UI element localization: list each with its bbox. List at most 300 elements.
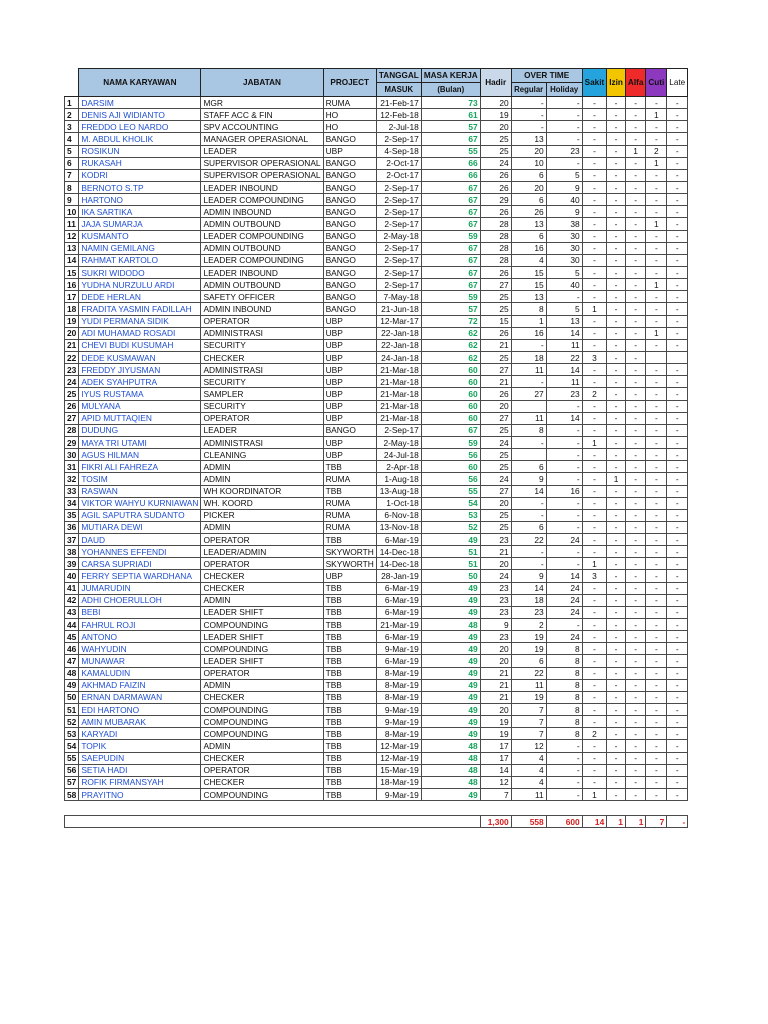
sick-count[interactable]: - <box>582 752 607 764</box>
overtime-holiday[interactable]: 40 <box>546 194 582 206</box>
late-count[interactable]: - <box>667 716 688 728</box>
overtime-regular[interactable]: 4 <box>511 776 546 788</box>
employee-name[interactable]: DARSIM <box>79 97 201 109</box>
row-number[interactable]: 56 <box>65 764 79 776</box>
tenure-months[interactable]: 67 <box>421 424 480 436</box>
project[interactable]: TBB <box>323 752 376 764</box>
project[interactable]: UBP <box>323 400 376 412</box>
overtime-holiday[interactable]: 22 <box>546 351 582 363</box>
permit-count[interactable]: - <box>607 169 626 181</box>
row-number[interactable]: 25 <box>65 388 79 400</box>
project[interactable]: BANGO <box>323 242 376 254</box>
overtime-regular[interactable]: 14 <box>511 485 546 497</box>
join-date[interactable]: 2-Oct-17 <box>376 157 421 169</box>
join-date[interactable]: 2-Apr-18 <box>376 461 421 473</box>
leave-count[interactable]: - <box>646 740 667 752</box>
table-row[interactable] <box>65 740 688 752</box>
row-number[interactable]: 43 <box>65 606 79 618</box>
late-count[interactable]: - <box>667 655 688 667</box>
col-holiday-header[interactable]: Holiday <box>546 83 582 97</box>
position[interactable]: SUPERVISOR OPERASIONAL <box>201 169 323 181</box>
overtime-regular[interactable]: 13 <box>511 291 546 303</box>
join-date[interactable]: 21-Mar-18 <box>376 412 421 424</box>
row-number[interactable]: 11 <box>65 218 79 230</box>
project[interactable]: TBB <box>323 728 376 740</box>
employee-name[interactable]: RUKASAH <box>79 157 201 169</box>
present-days[interactable]: 24 <box>480 473 511 485</box>
sick-count[interactable]: - <box>582 594 607 606</box>
sick-count[interactable]: - <box>582 643 607 655</box>
row-number[interactable]: 47 <box>65 655 79 667</box>
project[interactable]: TBB <box>323 643 376 655</box>
table-row[interactable] <box>65 327 688 339</box>
col-tanggal-header[interactable]: TANGGAL <box>376 69 421 83</box>
leave-count[interactable]: - <box>646 97 667 109</box>
permit-count[interactable]: - <box>607 254 626 266</box>
tenure-months[interactable]: 67 <box>421 181 480 193</box>
late-count[interactable]: - <box>667 327 688 339</box>
project[interactable]: TBB <box>323 655 376 667</box>
present-days[interactable]: 21 <box>480 691 511 703</box>
position[interactable]: ADMINISTRASI <box>201 436 323 448</box>
permit-count[interactable]: - <box>607 181 626 193</box>
position[interactable]: CHECKER <box>201 351 323 363</box>
late-count[interactable]: - <box>667 509 688 521</box>
permit-count[interactable]: - <box>607 145 626 157</box>
overtime-regular[interactable]: 12 <box>511 740 546 752</box>
leave-count[interactable]: - <box>646 436 667 448</box>
overtime-regular[interactable]: - <box>511 376 546 388</box>
project[interactable]: TBB <box>323 667 376 679</box>
late-count[interactable]: - <box>667 230 688 242</box>
absent-count[interactable]: - <box>625 740 645 752</box>
project[interactable]: UBP <box>323 388 376 400</box>
project[interactable]: UBP <box>323 339 376 351</box>
employee-name[interactable]: AMIN MUBARAK <box>79 716 201 728</box>
employee-name[interactable]: FREDDO LEO NARDO <box>79 121 201 133</box>
overtime-regular[interactable]: 8 <box>511 424 546 436</box>
table-row[interactable] <box>65 764 688 776</box>
table-row[interactable] <box>65 619 688 631</box>
sick-count[interactable]: 1 <box>582 436 607 448</box>
position[interactable]: LEADER SHIFT <box>201 631 323 643</box>
leave-count[interactable]: - <box>646 619 667 631</box>
position[interactable]: SAMPLER <box>201 388 323 400</box>
employee-name[interactable]: DUDUNG <box>79 424 201 436</box>
absent-count[interactable]: - <box>625 521 645 533</box>
overtime-regular[interactable]: 9 <box>511 570 546 582</box>
row-number[interactable]: 20 <box>65 327 79 339</box>
project[interactable]: UBP <box>323 145 376 157</box>
position[interactable]: CHECKER <box>201 582 323 594</box>
late-count[interactable]: - <box>667 424 688 436</box>
leave-count[interactable]: - <box>646 558 667 570</box>
present-days[interactable]: 25 <box>480 351 511 363</box>
row-number[interactable]: 38 <box>65 546 79 558</box>
absent-count[interactable]: - <box>625 315 645 327</box>
overtime-regular[interactable]: 6 <box>511 655 546 667</box>
leave-count[interactable]: 1 <box>646 157 667 169</box>
project[interactable]: UBP <box>323 570 376 582</box>
tenure-months[interactable]: 49 <box>421 582 480 594</box>
sick-count[interactable]: - <box>582 740 607 752</box>
project[interactable]: BANGO <box>323 230 376 242</box>
overtime-holiday[interactable]: 14 <box>546 412 582 424</box>
col-jabatan-header[interactable]: JABATAN <box>201 69 323 97</box>
sick-count[interactable]: - <box>582 315 607 327</box>
sick-count[interactable]: - <box>582 704 607 716</box>
permit-count[interactable]: - <box>607 303 626 315</box>
position[interactable]: ADMIN <box>201 679 323 691</box>
project[interactable]: TBB <box>323 619 376 631</box>
present-days[interactable]: 21 <box>480 546 511 558</box>
employee-name[interactable]: SAEPUDIN <box>79 752 201 764</box>
present-days[interactable]: 24 <box>480 157 511 169</box>
employee-name[interactable]: KARYADI <box>79 728 201 740</box>
absent-count[interactable]: - <box>625 194 645 206</box>
employee-name[interactable]: DAUD <box>79 534 201 546</box>
overtime-regular[interactable]: 6 <box>511 194 546 206</box>
project[interactable]: RUMA <box>323 521 376 533</box>
late-count[interactable]: - <box>667 619 688 631</box>
leave-count[interactable]: - <box>646 133 667 145</box>
absent-count[interactable]: - <box>625 181 645 193</box>
position[interactable]: CHECKER <box>201 691 323 703</box>
position[interactable]: SECURITY <box>201 400 323 412</box>
join-date[interactable]: 2-Oct-17 <box>376 169 421 181</box>
absent-count[interactable]: - <box>625 327 645 339</box>
col-overtime-header[interactable]: OVER TIME <box>511 69 582 83</box>
present-days[interactable]: 23 <box>480 631 511 643</box>
row-number[interactable]: 9 <box>65 194 79 206</box>
sick-count[interactable]: - <box>582 521 607 533</box>
overtime-holiday[interactable]: - <box>546 789 582 801</box>
project[interactable]: TBB <box>323 716 376 728</box>
position[interactable]: OPERATOR <box>201 558 323 570</box>
present-days[interactable]: 21 <box>480 667 511 679</box>
permit-count[interactable]: - <box>607 776 626 788</box>
project[interactable]: TBB <box>323 704 376 716</box>
permit-count[interactable]: - <box>607 655 626 667</box>
present-days[interactable]: 26 <box>480 327 511 339</box>
late-count[interactable]: - <box>667 534 688 546</box>
total-izin[interactable]: 1 <box>607 816 626 828</box>
permit-count[interactable]: - <box>607 157 626 169</box>
permit-count[interactable]: - <box>607 619 626 631</box>
table-row[interactable] <box>65 473 688 485</box>
join-date[interactable]: 2-Sep-17 <box>376 254 421 266</box>
overtime-holiday[interactable]: 11 <box>546 376 582 388</box>
overtime-holiday[interactable]: 14 <box>546 327 582 339</box>
col-nama-header[interactable]: NAMA KARYAWAN <box>79 69 201 97</box>
position[interactable]: LEADER COMPOUNDING <box>201 230 323 242</box>
project[interactable]: UBP <box>323 376 376 388</box>
total-alfa[interactable]: 1 <box>625 816 645 828</box>
present-days[interactable]: 20 <box>480 655 511 667</box>
employee-name[interactable]: M. ABDUL KHOLIK <box>79 133 201 145</box>
permit-count[interactable]: - <box>607 594 626 606</box>
sick-count[interactable]: - <box>582 424 607 436</box>
permit-count[interactable]: - <box>607 716 626 728</box>
employee-name[interactable]: SUKRI WIDODO <box>79 266 201 278</box>
late-count[interactable]: - <box>667 691 688 703</box>
overtime-holiday[interactable]: - <box>546 509 582 521</box>
row-number[interactable]: 55 <box>65 752 79 764</box>
overtime-holiday[interactable]: 9 <box>546 206 582 218</box>
tenure-months[interactable]: 60 <box>421 461 480 473</box>
overtime-regular[interactable]: 2 <box>511 619 546 631</box>
employee-name[interactable]: TOPIK <box>79 740 201 752</box>
absent-count[interactable]: 1 <box>625 145 645 157</box>
join-date[interactable]: 1-Oct-18 <box>376 497 421 509</box>
position[interactable]: OPERATOR <box>201 667 323 679</box>
position[interactable]: ADMINISTRASI <box>201 364 323 376</box>
overtime-regular[interactable]: 13 <box>511 133 546 145</box>
late-count[interactable]: - <box>667 400 688 412</box>
employee-name[interactable]: BERNOTO S.TP <box>79 181 201 193</box>
overtime-holiday[interactable]: 30 <box>546 230 582 242</box>
overtime-regular[interactable]: - <box>511 509 546 521</box>
overtime-holiday[interactable]: - <box>546 521 582 533</box>
absent-count[interactable]: - <box>625 109 645 121</box>
row-number[interactable]: 2 <box>65 109 79 121</box>
tenure-months[interactable]: 55 <box>421 145 480 157</box>
row-number[interactable]: 18 <box>65 303 79 315</box>
employee-name[interactable]: HARTONO <box>79 194 201 206</box>
present-days[interactable]: 26 <box>480 266 511 278</box>
join-date[interactable]: 8-Mar-19 <box>376 679 421 691</box>
late-count[interactable] <box>667 351 688 363</box>
absent-count[interactable]: - <box>625 473 645 485</box>
late-count[interactable]: - <box>667 206 688 218</box>
table-row[interactable] <box>65 534 688 546</box>
table-row[interactable] <box>65 303 688 315</box>
sick-count[interactable]: - <box>582 655 607 667</box>
position[interactable]: COMPOUNDING <box>201 716 323 728</box>
project[interactable]: TBB <box>323 776 376 788</box>
employee-name[interactable]: VIKTOR WAHYU KURNIAWAN <box>79 497 201 509</box>
tenure-months[interactable]: 67 <box>421 266 480 278</box>
table-row[interactable] <box>65 594 688 606</box>
table-row[interactable] <box>65 364 688 376</box>
tenure-months[interactable]: 53 <box>421 509 480 521</box>
sick-count[interactable]: - <box>582 218 607 230</box>
overtime-regular[interactable]: 14 <box>511 582 546 594</box>
absent-count[interactable]: - <box>625 752 645 764</box>
employee-name[interactable]: MUTIARA DEWI <box>79 521 201 533</box>
row-number[interactable]: 6 <box>65 157 79 169</box>
overtime-regular[interactable]: 4 <box>511 752 546 764</box>
join-date[interactable]: 6-Mar-19 <box>376 582 421 594</box>
absent-count[interactable]: - <box>625 582 645 594</box>
position[interactable]: ADMIN OUTBOUND <box>201 279 323 291</box>
overtime-holiday[interactable]: - <box>546 776 582 788</box>
position[interactable]: WH KOORDINATOR <box>201 485 323 497</box>
sick-count[interactable]: - <box>582 327 607 339</box>
permit-count[interactable]: - <box>607 764 626 776</box>
present-days[interactable]: 25 <box>480 303 511 315</box>
tenure-months[interactable]: 49 <box>421 631 480 643</box>
absent-count[interactable]: - <box>625 485 645 497</box>
table-row[interactable] <box>65 291 688 303</box>
permit-count[interactable]: - <box>607 412 626 424</box>
permit-count[interactable]: - <box>607 109 626 121</box>
sick-count[interactable]: - <box>582 266 607 278</box>
join-date[interactable]: 2-Sep-17 <box>376 194 421 206</box>
leave-count[interactable]: - <box>646 789 667 801</box>
absent-count[interactable]: - <box>625 230 645 242</box>
leave-count[interactable]: - <box>646 570 667 582</box>
late-count[interactable]: - <box>667 133 688 145</box>
join-date[interactable]: 9-Mar-19 <box>376 789 421 801</box>
permit-count[interactable]: - <box>607 218 626 230</box>
employee-name[interactable]: MAYA TRI UTAMI <box>79 436 201 448</box>
tenure-months[interactable]: 48 <box>421 752 480 764</box>
late-count[interactable]: - <box>667 558 688 570</box>
project[interactable]: TBB <box>323 679 376 691</box>
project[interactable]: BANGO <box>323 303 376 315</box>
project[interactable]: BANGO <box>323 157 376 169</box>
absent-count[interactable]: - <box>625 400 645 412</box>
row-number[interactable]: 33 <box>65 485 79 497</box>
position[interactable]: ADMIN <box>201 473 323 485</box>
join-date[interactable]: 8-Mar-19 <box>376 667 421 679</box>
tenure-months[interactable]: 51 <box>421 546 480 558</box>
absent-count[interactable]: - <box>625 606 645 618</box>
row-number[interactable]: 28 <box>65 424 79 436</box>
employee-name[interactable]: FRADITA YASMIN FADILLAH <box>79 303 201 315</box>
employee-name[interactable]: JUMARUDIN <box>79 582 201 594</box>
join-date[interactable]: 2-Sep-17 <box>376 242 421 254</box>
overtime-holiday[interactable]: 8 <box>546 704 582 716</box>
overtime-holiday[interactable]: 40 <box>546 279 582 291</box>
position[interactable]: MGR <box>201 97 323 109</box>
permit-count[interactable]: - <box>607 546 626 558</box>
tenure-months[interactable]: 62 <box>421 327 480 339</box>
tenure-months[interactable]: 60 <box>421 364 480 376</box>
join-date[interactable]: 15-Mar-19 <box>376 764 421 776</box>
employee-name[interactable]: JAJA SUMARJA <box>79 218 201 230</box>
overtime-holiday[interactable]: - <box>546 400 582 412</box>
permit-count[interactable]: - <box>607 497 626 509</box>
tenure-months[interactable]: 50 <box>421 570 480 582</box>
table-row[interactable] <box>65 157 688 169</box>
employee-name[interactable]: KUSMANTO <box>79 230 201 242</box>
overtime-regular[interactable]: 6 <box>511 169 546 181</box>
sick-count[interactable]: - <box>582 534 607 546</box>
present-days[interactable]: 20 <box>480 400 511 412</box>
table-row[interactable] <box>65 631 688 643</box>
late-count[interactable]: - <box>667 485 688 497</box>
employee-name[interactable]: PRAYITNO <box>79 789 201 801</box>
present-days[interactable]: 23 <box>480 606 511 618</box>
employee-name[interactable]: YUDI PERMANA SIDIK <box>79 315 201 327</box>
row-number[interactable]: 29 <box>65 436 79 448</box>
leave-count[interactable]: - <box>646 254 667 266</box>
project[interactable]: UBP <box>323 364 376 376</box>
project[interactable]: TBB <box>323 534 376 546</box>
late-count[interactable]: - <box>667 570 688 582</box>
join-date[interactable]: 2-Sep-17 <box>376 279 421 291</box>
late-count[interactable]: - <box>667 752 688 764</box>
overtime-holiday[interactable]: 5 <box>546 169 582 181</box>
project[interactable]: BANGO <box>323 133 376 145</box>
table-row[interactable] <box>65 266 688 278</box>
sick-count[interactable]: 3 <box>582 570 607 582</box>
overtime-regular[interactable]: 11 <box>511 679 546 691</box>
overtime-holiday[interactable]: - <box>546 473 582 485</box>
position[interactable]: OPERATOR <box>201 412 323 424</box>
overtime-regular[interactable]: 18 <box>511 594 546 606</box>
late-count[interactable]: - <box>667 279 688 291</box>
late-count[interactable]: - <box>667 728 688 740</box>
present-days[interactable]: 14 <box>480 764 511 776</box>
sick-count[interactable]: - <box>582 291 607 303</box>
overtime-regular[interactable]: 11 <box>511 364 546 376</box>
tenure-months[interactable]: 67 <box>421 242 480 254</box>
leave-count[interactable]: - <box>646 764 667 776</box>
leave-count[interactable]: - <box>646 497 667 509</box>
tenure-months[interactable]: 48 <box>421 619 480 631</box>
leave-count[interactable]: 1 <box>646 218 667 230</box>
employee-name[interactable]: CHEVI BUDI KUSUMAH <box>79 339 201 351</box>
late-count[interactable]: - <box>667 291 688 303</box>
late-count[interactable]: - <box>667 643 688 655</box>
late-count[interactable]: - <box>667 266 688 278</box>
overtime-holiday[interactable]: - <box>546 497 582 509</box>
tenure-months[interactable]: 66 <box>421 169 480 181</box>
row-number[interactable]: 27 <box>65 412 79 424</box>
overtime-regular[interactable]: 26 <box>511 206 546 218</box>
absent-count[interactable]: - <box>625 97 645 109</box>
absent-count[interactable]: - <box>625 121 645 133</box>
present-days[interactable]: 12 <box>480 776 511 788</box>
absent-count[interactable]: - <box>625 643 645 655</box>
join-date[interactable]: 4-Sep-18 <box>376 145 421 157</box>
leave-count[interactable]: - <box>646 400 667 412</box>
absent-count[interactable]: - <box>625 436 645 448</box>
tenure-months[interactable]: 49 <box>421 716 480 728</box>
present-days[interactable]: 25 <box>480 461 511 473</box>
join-date[interactable]: 2-Jul-18 <box>376 121 421 133</box>
position[interactable]: ADMIN INBOUND <box>201 303 323 315</box>
employee-name[interactable]: EDI HARTONO <box>79 704 201 716</box>
present-days[interactable]: 20 <box>480 704 511 716</box>
present-days[interactable]: 25 <box>480 449 511 461</box>
tenure-months[interactable]: 67 <box>421 133 480 145</box>
leave-count[interactable]: - <box>646 546 667 558</box>
late-count[interactable]: - <box>667 109 688 121</box>
overtime-holiday[interactable]: 24 <box>546 534 582 546</box>
overtime-regular[interactable]: 20 <box>511 145 546 157</box>
overtime-holiday[interactable]: 30 <box>546 242 582 254</box>
tenure-months[interactable]: 67 <box>421 194 480 206</box>
project[interactable]: BANGO <box>323 218 376 230</box>
tenure-months[interactable]: 51 <box>421 558 480 570</box>
tenure-months[interactable]: 48 <box>421 740 480 752</box>
join-date[interactable]: 8-Mar-19 <box>376 691 421 703</box>
position[interactable]: SAFETY OFFICER <box>201 291 323 303</box>
sick-count[interactable]: - <box>582 97 607 109</box>
overtime-holiday[interactable]: - <box>546 424 582 436</box>
sick-count[interactable]: - <box>582 109 607 121</box>
total-sakit[interactable]: 14 <box>582 816 607 828</box>
row-number[interactable]: 39 <box>65 558 79 570</box>
overtime-holiday[interactable]: - <box>546 619 582 631</box>
overtime-regular[interactable]: - <box>511 558 546 570</box>
overtime-regular[interactable]: 7 <box>511 728 546 740</box>
absent-count[interactable]: - <box>625 364 645 376</box>
